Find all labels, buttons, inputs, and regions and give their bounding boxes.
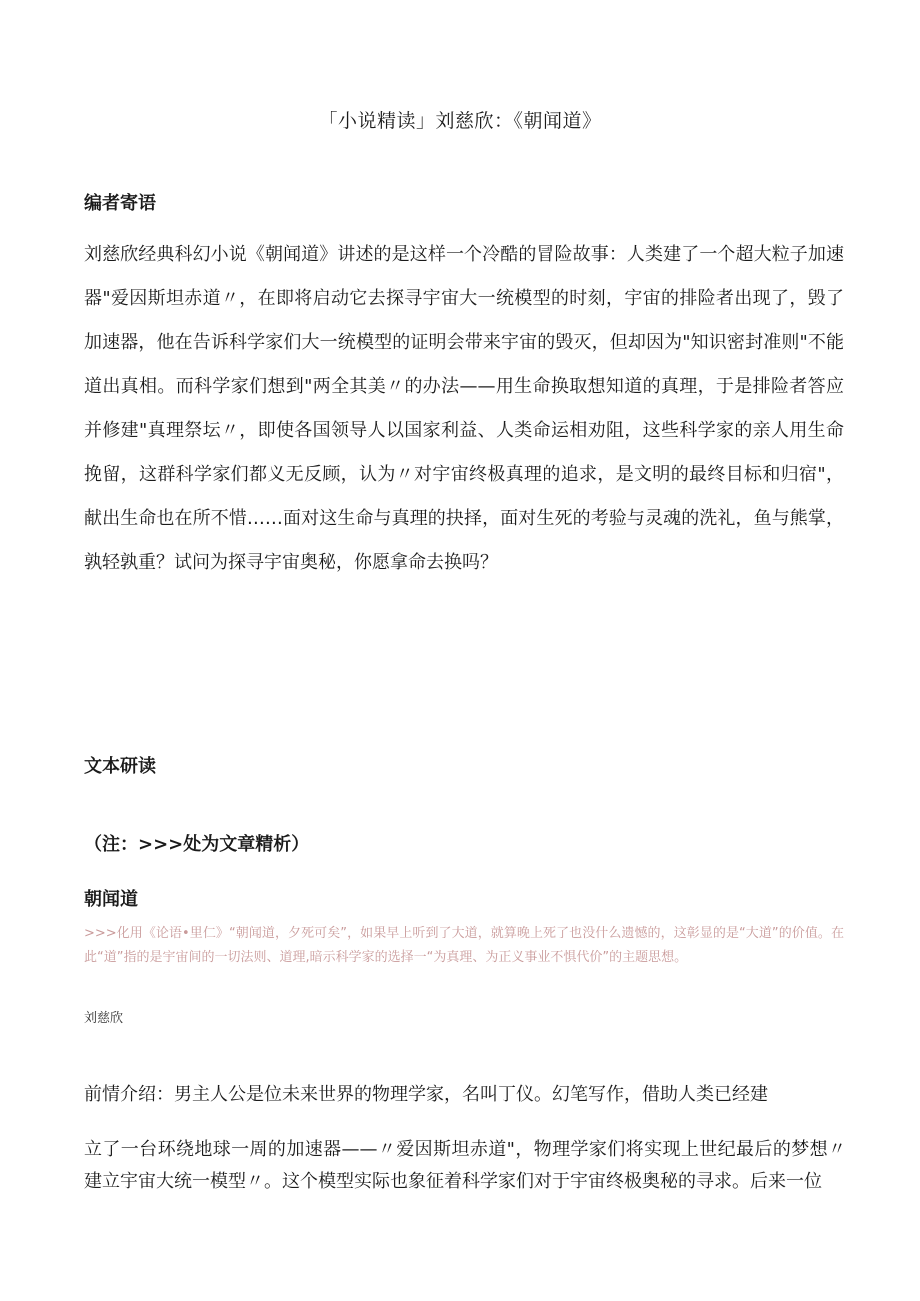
title-analysis: >>>化用《论语•里仁》“朝闻道，夕死可矣”，如果早上听到了大道，就算晚上死了也没什么遗憾的，这彰显的是“大道”的价值。在此“道”指的是宇宙间的一切法则、道理,暗示科学家的选择一“为真理、为正义事业不惧代价”的主题思想。 xyxy=(84,926,844,965)
document-title: 「小说精读」刘慈欣：《朝闻道》 xyxy=(318,110,602,132)
author-name: 刘慈欣 xyxy=(84,1011,124,1026)
analysis-note: （注：>>>处为文章精析） xyxy=(84,834,310,855)
editor-note-heading: 编者寄语 xyxy=(84,193,156,214)
text-study-heading: 文本研读 xyxy=(84,756,156,777)
prelude-body: 立了一台环绕地球一周的加速器——〃爱因斯坦赤道"，物理学家们将实现上世纪最后的梦想〃建立宇宙大统一模型〃。这个模型实际也象征着科学家们对于宇宙终极奥秘的寻求。后来一位 xyxy=(84,1139,846,1192)
prelude-first-line: 前情介绍：男主人公是位未来世界的物理学家，名叫丁仪。幻笔写作，借助人类已经建 xyxy=(84,1084,768,1105)
story-title: 朝闻道 xyxy=(84,889,138,910)
editor-note-body: 刘慈欣经典科幻小说《朝闻道》讲述的是这样一个冷酷的冒险故事：人类建了一个超大粒子加速器"爱因斯坦赤道〃，在即将启动它去探寻宇宙大一统模型的时刻，宇宙的排险者出现了，毁了加速器，他在告诉科学家们大一统模型的证明会带来宇宙的毁灭，但却因为"知识密封准则"不能道出真相。而科学家们想到"两全其美〃的办法——用生命换取想知道的真理，于是排险者答应并修建"真理祭坛〃，即使各国领导人以国家利益、人类命运相劝阻，这些科学家的亲人用生命挽留，这群科学家们都义无反顾，认为〃对宇宙终极真理的追求，是文明的最终目标和归宿"，献出生命也在所不惜……面对这生命与真理的抉择，面对生死的考验与灵魂的洗礼，鱼与熊掌，孰轻孰重？试问为探寻宇宙奥秘，你愿拿命去换吗？ xyxy=(84,244,844,573)
